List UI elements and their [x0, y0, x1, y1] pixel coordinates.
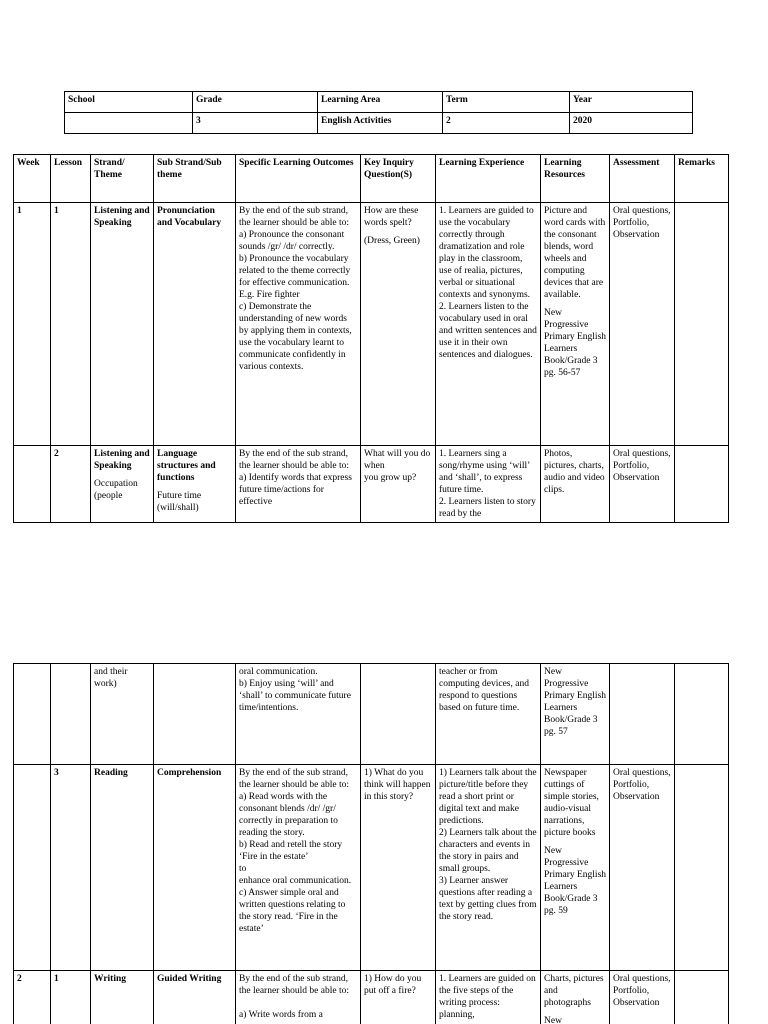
lesson-cell: 3	[51, 765, 91, 971]
resources-book: New	[544, 1016, 562, 1024]
question-header: Key Inquiry Question(S)	[361, 155, 436, 203]
sub-strand-cell	[154, 446, 236, 523]
resources-cell: New Progressive Primary English Learners Book/Grade 3 pg. 57	[541, 664, 610, 765]
learning-area-value: English Activities	[318, 113, 443, 134]
remarks-header: Remarks	[675, 155, 729, 203]
question-cell	[361, 664, 436, 765]
resources-cell	[541, 203, 610, 446]
term-header: Term	[443, 92, 570, 113]
question-text: How are these words spelt?	[364, 206, 419, 228]
strand-cell	[91, 446, 154, 523]
experience-cell: 1) Learners talk about the picture/title before they read a short print or digital text and make predictions. 2) Learners talk about the characters and events in the story in pairs and small groups. 3) Learner answer questions after reading a text by getting clues from the story read.	[436, 765, 541, 971]
term-value: 2	[443, 113, 570, 134]
lesson-cell: 2	[51, 446, 91, 523]
resources-text: Charts, pictures and photographs	[544, 974, 604, 1008]
lesson-cell: 1	[51, 971, 91, 1024]
remarks-cell	[675, 203, 729, 446]
sub-strand-cell	[154, 664, 236, 765]
sub-strand-note: Future time (will/shall)	[157, 491, 202, 513]
grade-value: 3	[193, 113, 318, 134]
question-cell: 1) What do you think will happen in this story?	[361, 765, 436, 971]
question-cell: 1) How do you put off a fire?	[361, 971, 436, 1024]
sub-strand-cell: Comprehension	[154, 765, 236, 971]
week-cell: 2	[14, 971, 51, 1024]
assessment-cell: Oral questions, Portfolio, Observation	[610, 971, 675, 1024]
lesson-header: Lesson	[51, 155, 91, 203]
school-header: School	[65, 92, 193, 113]
outcomes-cell: By the end of the sub strand, the learner should be able to: a) Identify words that express future time/actions for effective	[236, 446, 361, 523]
assessment-cell: Oral questions, Portfolio, Observation	[610, 203, 675, 446]
question-cell: What will you do when you grow up?	[361, 446, 436, 523]
experience-header: Learning Experience	[436, 155, 541, 203]
school-info-value-row	[65, 113, 693, 134]
question-cell	[361, 203, 436, 446]
table-row	[14, 971, 729, 1024]
sub-strand-cell: Guided Writing	[154, 971, 236, 1024]
outcomes-cell: By the end of the sub strand, the learner should be able to: a) Write words from a	[236, 971, 361, 1024]
question-example: (Dress, Green)	[364, 236, 420, 246]
resources-text: Picture and word cards with the consonant blends, word wheels and computing devices that are available.	[544, 206, 606, 300]
strand-cell: Listening and Speaking	[91, 203, 154, 446]
lesson-cell	[51, 664, 91, 765]
week-cell	[14, 446, 51, 523]
remarks-cell	[675, 664, 729, 765]
resources-book: New Progressive Primary English Learners Book/Grade 3 pg. 56-57	[544, 308, 607, 378]
strand-note: Occupation (people	[94, 479, 138, 501]
experience-cell: 1. Learners are guided on the five steps of the writing process: planning,	[436, 971, 541, 1024]
week-cell	[14, 664, 51, 765]
outcomes-cell: oral communication. b) Enjoy using ‘will’ and ‘shall’ to communicate future time/intentions.	[236, 664, 361, 765]
scheme-of-work-table	[13, 154, 729, 523]
resources-cell: Photos, pictures, charts, audio and video clips.	[541, 446, 610, 523]
assessment-header: Assessment	[610, 155, 675, 203]
strand-cell: Reading	[91, 765, 154, 971]
strand-cell: Writing	[91, 971, 154, 1024]
resources-book: New Progressive Primary English Learners Book/Grade 3 pg. 59	[544, 846, 607, 916]
grade-header: Grade	[193, 92, 318, 113]
scheme-of-work-table-continued	[13, 663, 729, 1024]
week-header: Week	[14, 155, 51, 203]
assessment-cell: Oral questions, Portfolio, Observation	[610, 765, 675, 971]
year-header: Year	[570, 92, 693, 113]
week-cell	[14, 765, 51, 971]
experience-cell: 1. Learners sing a song/rhyme using ‘will’ and ‘shall’, to express future time. 2. Learners listen to story read by the	[436, 446, 541, 523]
outcomes-header: Specific Learning Outcomes	[236, 155, 361, 203]
resources-cell	[541, 765, 610, 971]
experience-cell: 1. Learners are guided to use the vocabulary correctly through dramatization and role play in the classroom, use of realia, pictures, verbal or situational contexts and synonyms. 2. Learners listen to the vocabulary used in oral and written sentences and use it in their own sentences and dialogues.	[436, 203, 541, 446]
table-row	[14, 203, 729, 446]
remarks-cell	[675, 765, 729, 971]
assessment-cell	[610, 664, 675, 765]
experience-cell: teacher or from computing devices, and respond to questions based on future time.	[436, 664, 541, 765]
lesson-cell: 1	[51, 203, 91, 446]
strand-text: Listening and Speaking	[94, 449, 150, 471]
strand-header: Strand/ Theme	[91, 155, 154, 203]
learning-area-header: Learning Area	[318, 92, 443, 113]
table-row	[14, 664, 729, 765]
sub-strand-cell: Pronunciation and Vocabulary	[154, 203, 236, 446]
outcomes-cell: By the end of the sub strand, the learner should be able to: a) Pronounce the consonant sounds /gr/ /dr/ correctly. b) Pronounce the vocabulary related to the theme correctly for effective communication. E.g. Fire fighter c) Demonstrate the understanding of new words by applying them in contexts, use the vocabulary learnt to communicate confidently in various contexts.	[236, 203, 361, 446]
school-value	[65, 113, 193, 134]
week-cell: 1	[14, 203, 51, 446]
year-value: 2020	[570, 113, 693, 134]
table-row	[14, 765, 729, 971]
resources-cell	[541, 971, 610, 1024]
resources-text: Newspaper cuttings of simple stories, audio-visual narrations, picture books	[544, 768, 599, 838]
school-info-table	[64, 91, 693, 134]
remarks-cell	[675, 446, 729, 523]
remarks-cell	[675, 971, 729, 1024]
sub-strand-text: Language structures and functions	[157, 449, 216, 483]
assessment-cell: Oral questions, Portfolio, Observation	[610, 446, 675, 523]
school-info-header-row	[65, 92, 693, 113]
strand-cell: and their work)	[91, 664, 154, 765]
scheme-header-row	[14, 155, 729, 203]
sub-strand-header: Sub Strand/Sub theme	[154, 155, 236, 203]
outcomes-cell: By the end of the sub strand, the learner should be able to: a) Read words with the consonant blends /dr/ /gr/ correctly in preparation to reading the story. b) Read and retell the story ‘Fire in the estate’ to enhance oral communication. c) Answer simple oral and written questions relating to the story read. ‘Fire in the estate’	[236, 765, 361, 971]
table-row	[14, 446, 729, 523]
resources-header: Learning Resources	[541, 155, 610, 203]
